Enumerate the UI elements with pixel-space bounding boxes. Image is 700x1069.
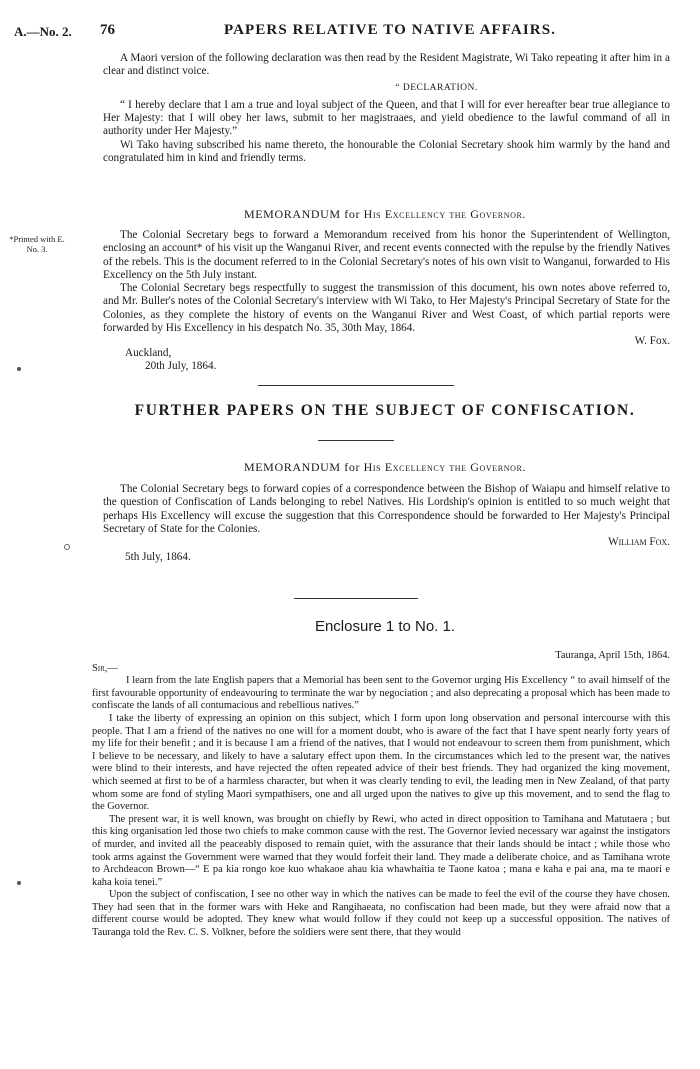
memo1-signature: W. Fox. [634, 335, 670, 348]
title-rule [318, 440, 394, 441]
memo1-heading-addressee: His Excellency the Governor. [363, 207, 527, 221]
declaration-text: “ I hereby declare that I am a true and loyal subject of the Queen, and that I will for ever hereafter bear true allegiance to Her Majesty: that I will obey her laws, submit to her magistraaes, and yield obedience to the lawful command of all in authority under Her Majesty.” [103, 98, 670, 138]
series-label: A.—No. 2. [14, 24, 72, 39]
intro-paragraph: A Maori version of the following declaration was then read by the Resident Magistrate, Wi Tako repeating it after him in a clear and distinct voice. [103, 52, 670, 78]
memo1-paragraph-1: The Colonial Secretary begs to forward a Memorandum received from his honor the Superintendent of Wellington, enclosing an account* of his visit up the Wanganui River, and recent events connected with the repulse by the friendly Natives of the rebels. This is the document referred to in the Colonial Secretary's notes of his own visit to Wanganui, forwarded to His Excellency on the 5th July instant. [103, 229, 670, 281]
margin-note [6, 234, 68, 254]
memo1-body [103, 229, 670, 373]
letter-salutation: Sir,— [92, 662, 118, 674]
section-rule [258, 385, 454, 386]
memo2-heading [100, 460, 670, 475]
section-title: FURTHER PAPERS ON THE SUBJECT OF CONFISCATION. [134, 402, 636, 419]
running-title: PAPERS RELATIVE TO NATIVE AFFAIRS. [223, 22, 557, 38]
memo2-date: 5th July, 1864. [125, 551, 191, 564]
letter-paragraph-2: I take the liberty of expressing an opinion on this subject, which I form upon long observation and personal intercourse with this people. That I am a friend of the natives no one will for a moment doubt, who is aware of the fact that I have spent nearly forty years of my life for their benefit ; and it is because I am a friend of the natives, that I would not endeavour to screen them from punishment, which I believe to be necessary, and likely to have a salutary effect upon them. In the circumstances which led to the present war, the natives were blind to their interests, and have rejected the often repeated advice of their best friends. They had organized the king movement, which seemed at first to be of a harmless character, but when it was clearly tending to evil, the leading men in New Zealand, of that party whom some are fond of styling Maori sympathisers, one and all urged upon the natives to give up this movement, and to send the flag to the Governor. [92, 712, 670, 813]
memo2-heading-main: MEMORANDUM for [243, 460, 364, 474]
margin-mark [17, 881, 21, 885]
memo1-paragraph-2: The Colonial Secretary begs respectfully to suggest the transmission of this document, his own notes above referred to, and Mr. Buller's notes of the Colonial Secretary's interview with Wi Tako, to Her Majesty's Principal Secretary of State for the Colonies, as they complete the history of events on the Wanganui River and West Coast, of which partial reports were forwarded by His Excellency in his despatch No. 35, 30th May, 1864. [103, 282, 670, 335]
enclosure-letter [92, 650, 670, 940]
memo1-date: 20th July, 1864. [145, 359, 217, 372]
memo2-signature: William Fox. [608, 536, 670, 549]
page-number: 76 [100, 22, 115, 38]
letter-place-date: Tauranga, April 15th, 1864. [555, 650, 670, 661]
page-header [0, 22, 700, 42]
enclosure-rule [294, 598, 418, 599]
memo1-place: Auckland, [125, 346, 172, 359]
signing-paragraph: Wi Tako having subscribed his name thereto, the honourable the Colonial Secretary shook him warmly by the hand and congratulated him in kind and friendly terms. [103, 138, 670, 165]
memo1-heading-main: MEMORANDUM for [243, 207, 364, 221]
declaration-heading: “ DECLARATION. [395, 82, 478, 93]
letter-paragraph-1: I learn from the late English papers that a Memorial has been sent to the Governor urging His Excellency “ to avail himself of the first favourable opportunity of endeavouring to terminate the war by negociation ; and also deprecating a proposal which has been made to confiscate the lands of all contumacious and rebellious natives.” [92, 675, 670, 712]
memo2-heading-addressee: His Excellency the Governor. [363, 460, 527, 474]
intro-block [103, 52, 670, 165]
enclosure-title: Enclosure 1 to No. 1. [314, 618, 456, 635]
margin-note-line-2: No. 3. [26, 244, 48, 254]
margin-note-line-1: *Printed with E. [9, 234, 65, 244]
letter-paragraph-4: Upon the subject of confiscation, I see no other way in which the natives can be made to feel the evil of the course they have chosen. They had seen that in the former wars with Heke and Rangihaeata, no confiscation had been made, but they were afraid now that a different course would be adopted. They knew what would follow if they could not keep up a successful opposition. The natives of Tauranga told the Rev. C. S. Volkner, before the soldiers were sent there, that they would [92, 889, 670, 939]
memo2-paragraph: The Colonial Secretary begs to forward copies of a correspondence between the Bishop of Waiapu and himself relative to the question of Confiscation of Lands belonging to rebel Natives. His Lordship's opinion is entitled to so much weight that perhaps His Excellency will excuse the suggestion that this Correspondence should be forwarded to Her Majesty's Principal Secretary of State for the Colonies. [103, 483, 670, 535]
memo1-heading [100, 207, 670, 222]
letter-paragraph-3: The present war, it is well known, was brought on chiefly by Rewi, who acted in direct opposition to Tamihana and Matutaera ; but this king organisation led those two chiefs to make common cause with the rest. The Governor levied necessary war against the instigators of murder, and invited all the peaceably disposed to remain quiet, with the assurance that their lands should be intact ; while those who took arms against the Government were warned that they would forfeit their land. They made a deliberate choice, and as Tamihana wrote to Archdeacon Brown—“ E pa kia rongo koe kuo whakaoe ahau kia whawhaitia te Taone katoa ; mana e kaha e pai ana, ma te maori e kaha koia tenei.” [92, 813, 670, 888]
memo2-body [103, 483, 670, 565]
margin-mark [17, 367, 21, 371]
margin-mark [64, 544, 70, 550]
